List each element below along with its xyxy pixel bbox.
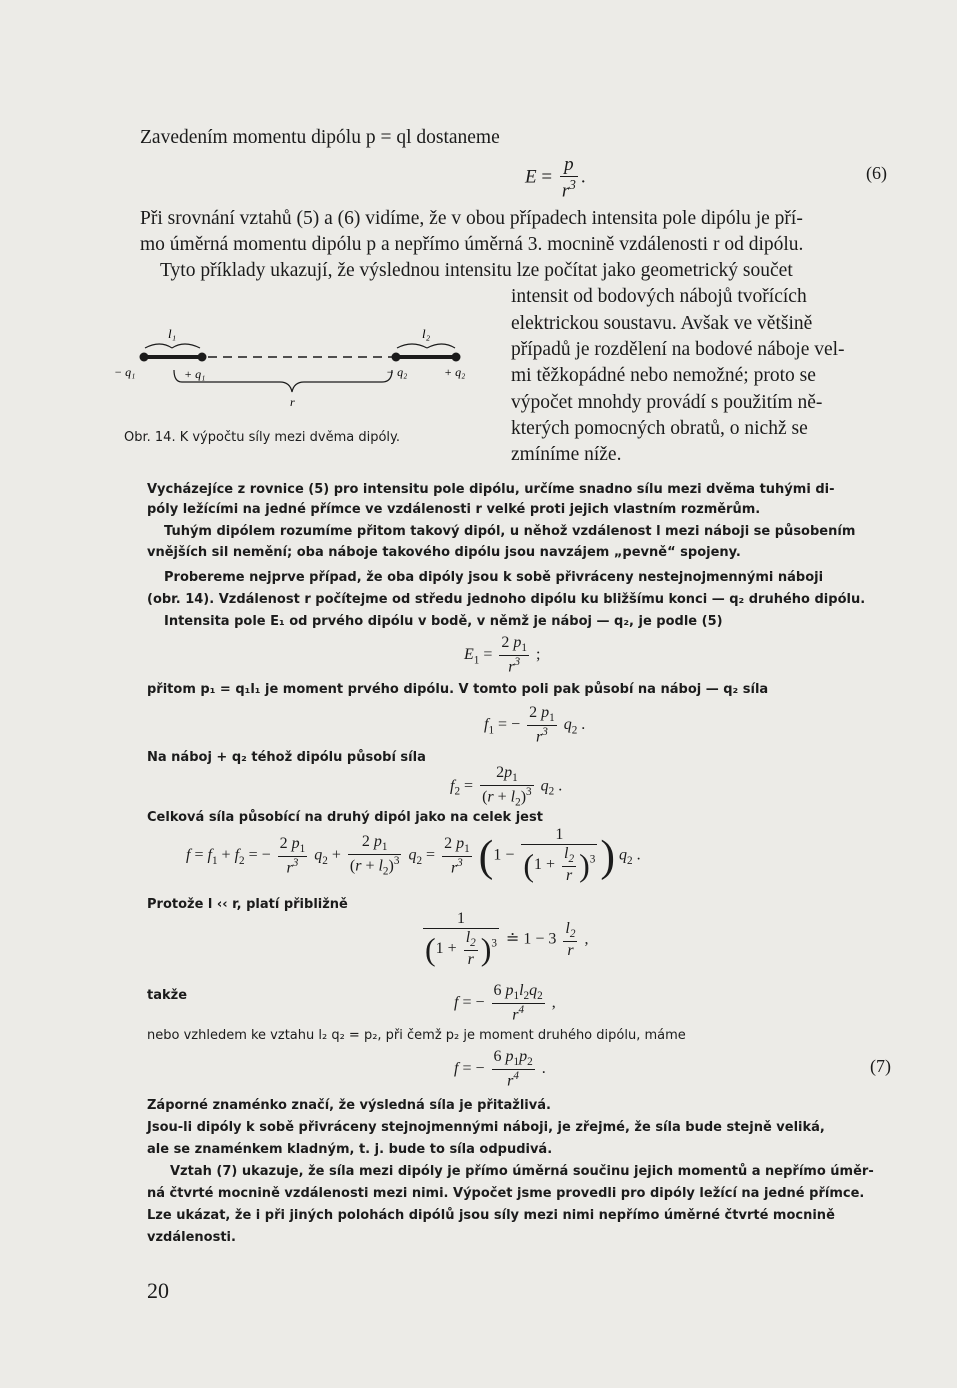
- text-line: zmíníme níže.: [511, 444, 622, 465]
- text-line: Probereme nejprve případ, že oba dipóly jsou k sobě přivráceny nestejnojmennými náboji: [164, 570, 824, 585]
- equation-f1: $f_1$ = − $\frac{2 p_1}{r^3}$ $q_2$ .: [484, 704, 586, 746]
- text-line: přitom p₁ = q₁l₁ je moment prvého dipólu. V tomto poli pak působí na náboj — q₂ síla: [147, 682, 769, 697]
- equation-number-7: (7): [870, 1056, 891, 1076]
- text-line: kterých pomocných obratů, o nichž se: [511, 418, 808, 439]
- text-line: vzdálenosti.: [147, 1230, 236, 1245]
- text-line: Tuhým dipólem rozumíme přitom takový dipól, u něhož vzdálenost l mezi náboji se působením: [164, 524, 856, 539]
- text-line: vnějších sil nemění; oba náboje takového dipólu jsou navzájem „pevně“ spojeny.: [147, 545, 741, 560]
- equation-6: E = $\frac{p}{r^3}$ .: [525, 154, 586, 202]
- text-line: nebo vzhledem ke vztahu l₂ q₂ = p₂, při čemž p₂ je moment druhého dipólu, máme: [147, 1028, 686, 1043]
- text-line: Lze ukázat, že i při jiných polohách dipólů jsou síly mezi nimi nepřímo úměrné čtvrté mocnině: [147, 1208, 835, 1223]
- charge-minus-q2: [392, 353, 401, 362]
- text-line: takže: [147, 988, 188, 1003]
- label-plus-q1: + q₁: [184, 367, 206, 381]
- equation-f2: $f_2$ = $\frac{2p_1}{(r + l_2)^3}$ $q_2$ .: [450, 764, 563, 809]
- charge-plus-q2: [452, 353, 461, 362]
- text-line: mo úměrná momentu dipólu p a nepřímo úměrná 3. mocnině vzdálenosti r od dipólu.: [140, 234, 804, 255]
- charge-plus-q1: [198, 353, 207, 362]
- brace-l1: [145, 344, 200, 348]
- text-line: ale se znaménkem kladným, t. j. bude to síla odpudivá.: [147, 1142, 553, 1157]
- equation-f-total: $f = f_1 + f_2$ = − $\frac{2 p_1}{r^3}$ $q_2$ + $\frac{2 p_1}{(r + l_2)^3}$ $q_2$ = $\frac{2 p_1}{r^3}$ (1 − 1 (1 + $\frac{l_2}{r}$ )$^3$ ) $q_2$ .: [186, 826, 641, 885]
- text-line: výpočet mnohdy provádí s použitím ně-: [511, 392, 823, 413]
- label-minus-q1: − q₁: [114, 365, 136, 379]
- charge-minus-q1: [140, 353, 149, 362]
- label-minus-q2: − q₂: [386, 365, 408, 379]
- text-line: mi těžkopádné nebo nemožné; proto se: [511, 365, 816, 386]
- text-line: intensit od bodových nábojů tvořících: [511, 286, 807, 307]
- brace-r: [174, 370, 392, 392]
- dipole-figure: [110, 326, 495, 416]
- page-number: 20: [147, 1278, 169, 1303]
- text-line: Záporné znaménko značí, že výsledná síla je přitažlivá.: [147, 1098, 551, 1113]
- text-line: elektrickou soustavu. Avšak ve většině: [511, 313, 813, 334]
- text-line: Při srovnání vztahů (5) a (6) vidíme, že v obou případech intensita pole dipólu je pří-: [140, 208, 803, 229]
- equation-number-6: (6): [866, 163, 887, 183]
- label-l1: l₁: [168, 326, 177, 341]
- equation-e1: $E_1$ = $\frac{2 p_1}{r^3}$ ;: [464, 634, 541, 676]
- text-line: póly ležícími na jedné přímce ve vzdálenosti r velké proti jejich vlastním rozměrům.: [147, 502, 761, 517]
- text-line: Vycházejíce z rovnice (5) pro intensitu pole dipólu, určíme snadno sílu mezi dvěma tuhými di-: [147, 482, 835, 497]
- label-r: r: [290, 395, 295, 409]
- equation-7: f = − $\frac{6 p_1p_2}{r^4}$ .: [454, 1048, 546, 1090]
- text-line: Jsou-li dipóly k sobě přivráceny stejnojmennými náboji, je zřejmé, že síla bude stejně veliká,: [147, 1120, 825, 1135]
- brace-l2: [397, 344, 455, 348]
- text-line: ná čtvrté mocnině vzdálenosti mezi nimi. Výpočet jsme provedli pro dipóly ležící na jedné přímce.: [147, 1186, 865, 1201]
- text-line: případů je rozdělení na bodové náboje vel-: [511, 339, 845, 360]
- text-line: Vztah (7) ukazuje, že síla mezi dipóly je přímo úměrná součinu jejich momentů a nepřímo úměr-: [170, 1164, 874, 1179]
- text-line: Protože l ‹‹ r, platí přibližně: [147, 897, 348, 912]
- equation-f-approx: f = − $\frac{6 p_1l_2q_2}{r^4}$ ,: [454, 982, 556, 1024]
- text-line: Na náboj + q₂ téhož dipólu působí síla: [147, 750, 426, 765]
- text-line-intro: Zavedením momentu dipólu p = ql dostaneme: [140, 127, 500, 148]
- label-l2: l₂: [422, 326, 431, 341]
- text-line: Celková síla působící na druhý dipól jako na celek jest: [147, 810, 543, 825]
- figure-caption: Obr. 14. K výpočtu síly mezi dvěma dipóly.: [124, 430, 400, 445]
- text-line: Tyto příklady ukazují, že výslednou intensitu lze počítat jako geometrický součet: [160, 260, 793, 281]
- label-plus-q2: + q₂: [444, 365, 466, 379]
- equation-approximation: 1 (1 + $\frac{l_2}{r}$ )$^3$ ≐ 1 − 3 $\frac{l_2}{r}$ ,: [425, 910, 589, 969]
- text-line: (obr. 14). Vzdálenost r počítejme od středu jednoho dipólu ku bližšímu konci — q₂ druhého dipólu.: [147, 592, 866, 607]
- text-line: Intensita pole E₁ od prvého dipólu v bodě, v němž je náboj — q₂, je podle (5): [164, 614, 723, 629]
